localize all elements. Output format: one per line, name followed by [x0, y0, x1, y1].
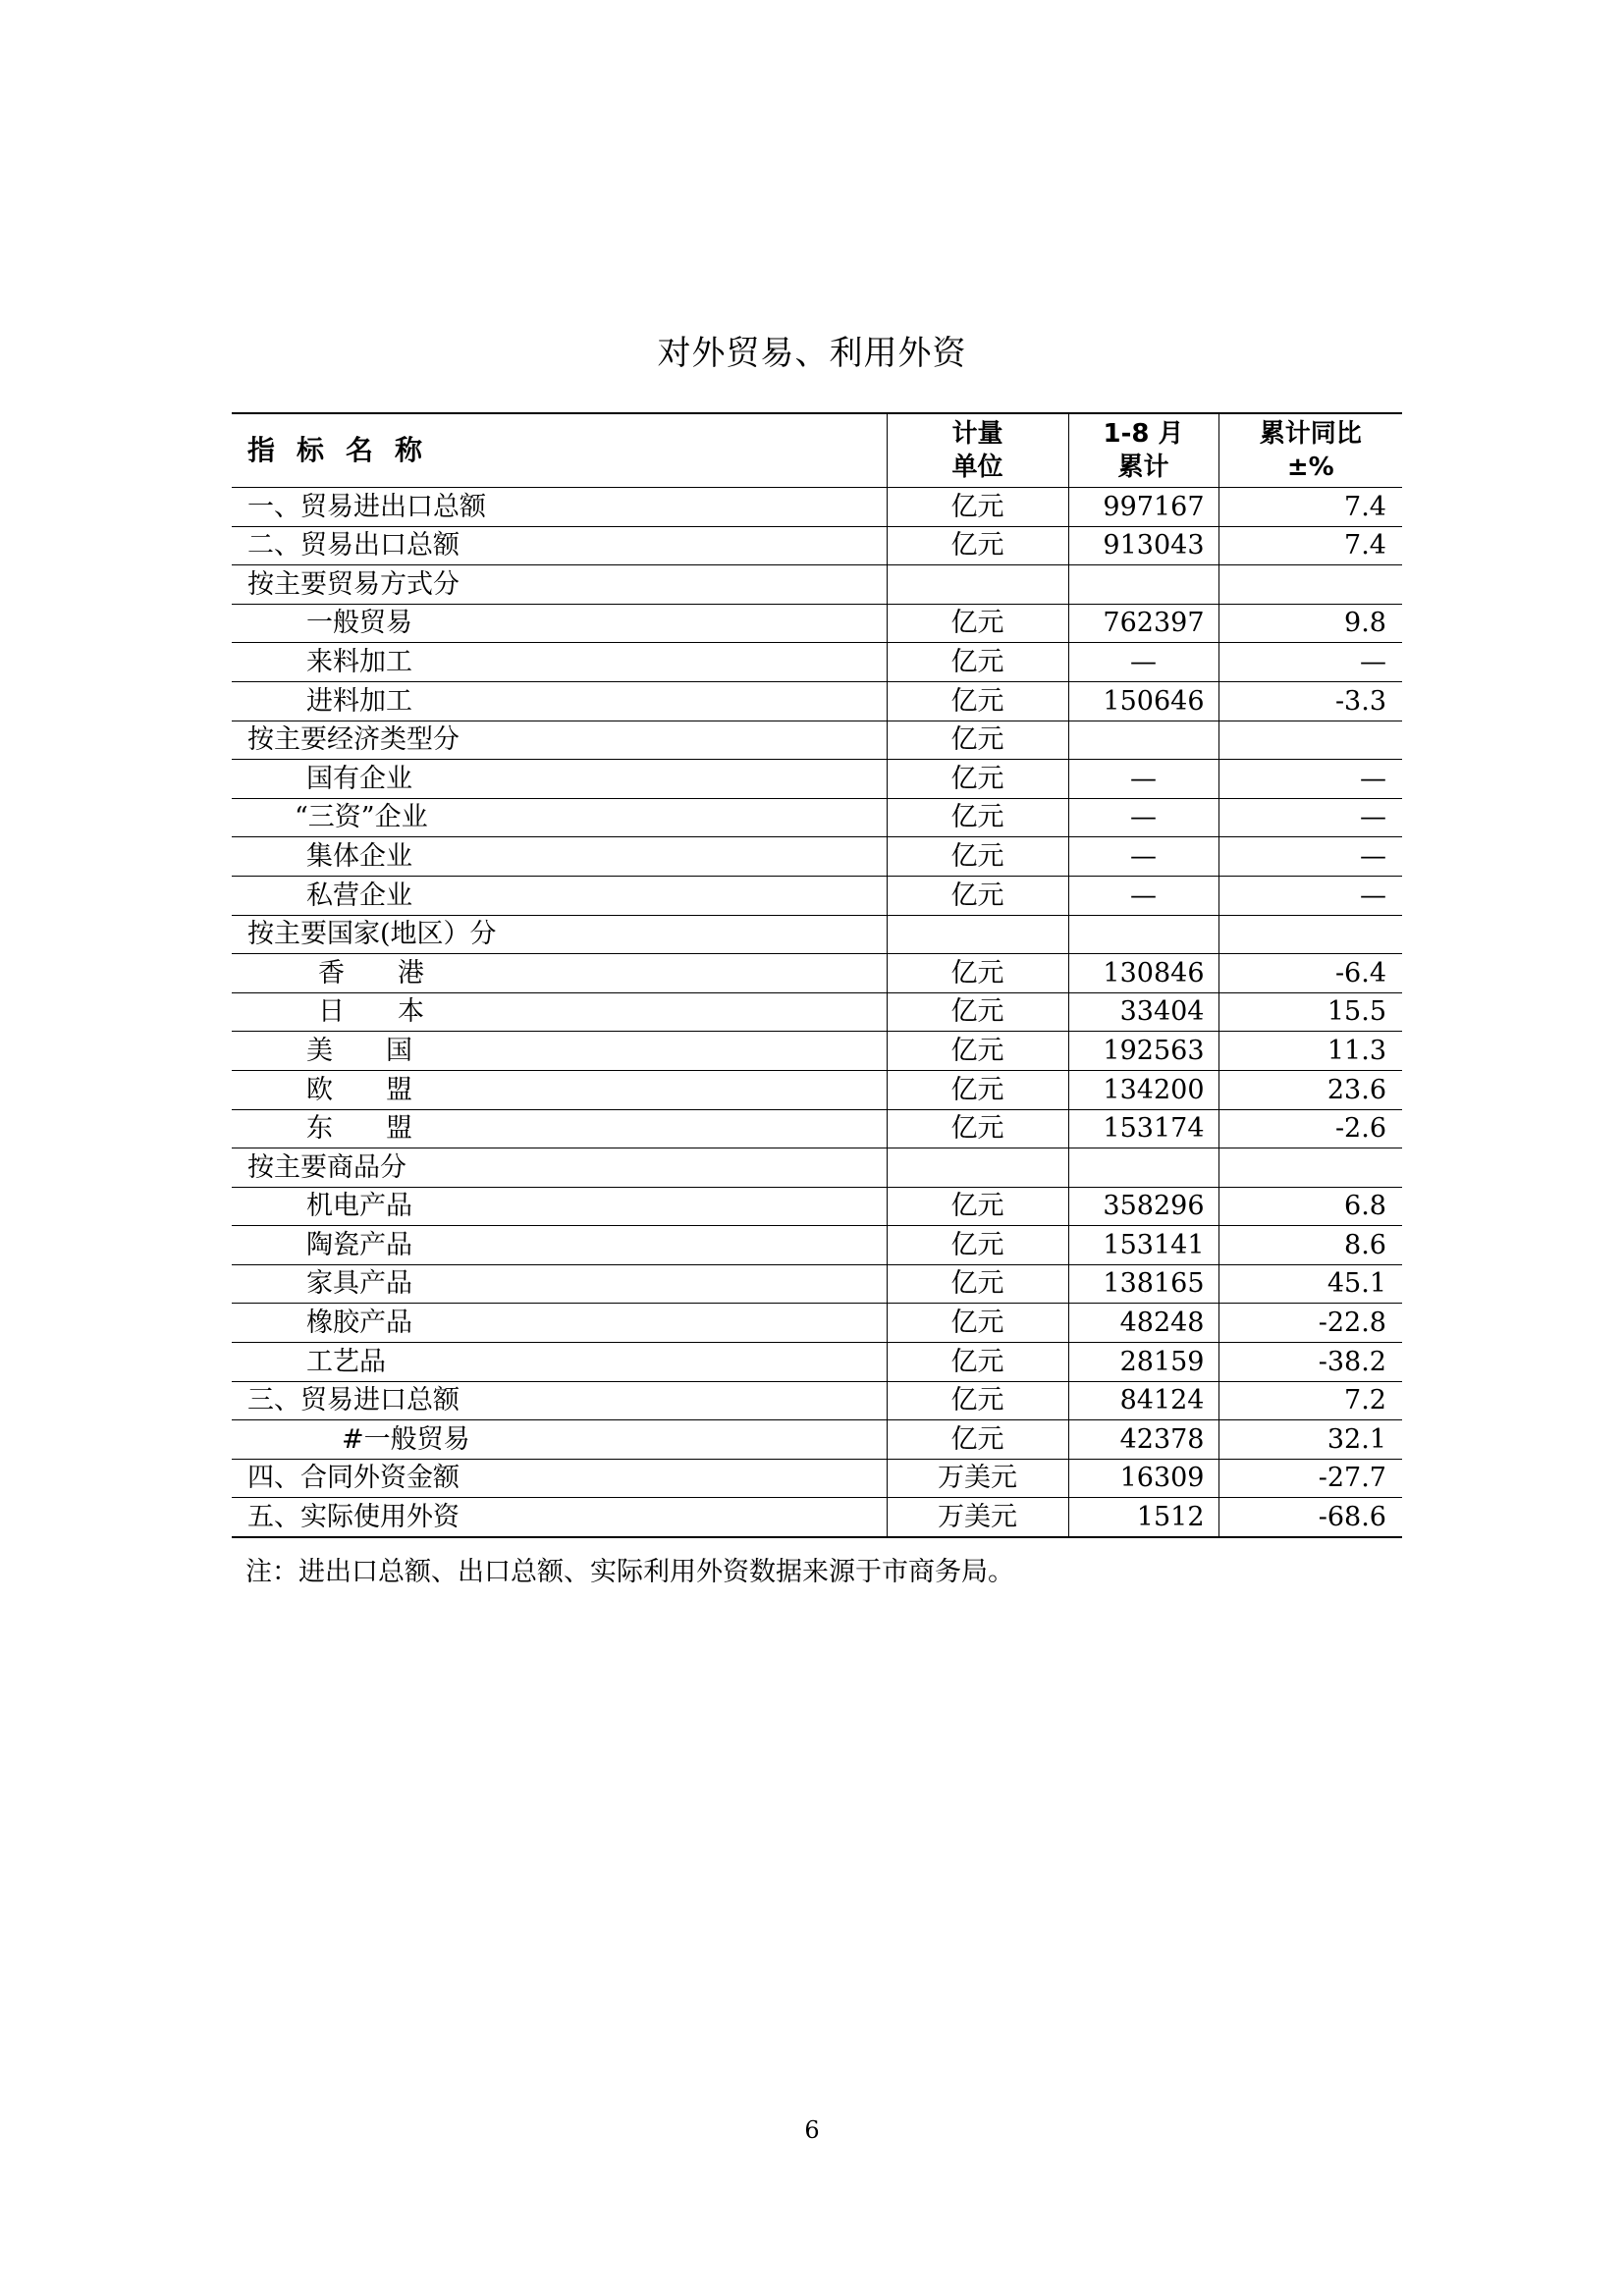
row-unit: 亿元 — [887, 760, 1068, 799]
row-value: 153141 — [1068, 1226, 1218, 1265]
row-yoy — [1218, 1148, 1402, 1188]
row-yoy: — — [1218, 760, 1402, 799]
row-unit: 亿元 — [887, 954, 1068, 993]
row-value: 16309 — [1068, 1459, 1218, 1498]
row-yoy: 8.6 — [1218, 1226, 1402, 1265]
row-unit: 亿元 — [887, 1304, 1068, 1343]
table-header-row — [232, 413, 1402, 488]
table-row — [232, 760, 1402, 799]
row-unit: 亿元 — [887, 1109, 1068, 1148]
header-cumulative-line2: 累计 — [1117, 453, 1169, 482]
row-yoy: -2.6 — [1218, 1109, 1402, 1148]
table-row — [232, 1381, 1402, 1420]
row-yoy: -68.6 — [1218, 1498, 1402, 1537]
row-yoy: 6.8 — [1218, 1187, 1402, 1226]
row-value: 42378 — [1068, 1420, 1218, 1460]
row-unit: 亿元 — [887, 1381, 1068, 1420]
table-row — [232, 1109, 1402, 1148]
table-row — [232, 876, 1402, 915]
table-row — [232, 1498, 1402, 1537]
row-yoy: -38.2 — [1218, 1343, 1402, 1382]
table-row — [232, 798, 1402, 837]
table-row — [232, 837, 1402, 877]
table-row — [232, 915, 1402, 954]
row-unit: 亿元 — [887, 643, 1068, 682]
row-value: 28159 — [1068, 1343, 1218, 1382]
row-value: 358296 — [1068, 1187, 1218, 1226]
row-value: 192563 — [1068, 1032, 1218, 1071]
row-name: 按主要经济类型分 — [232, 721, 887, 760]
row-unit — [887, 565, 1068, 605]
table-row — [232, 1304, 1402, 1343]
row-unit — [887, 1148, 1068, 1188]
row-value: — — [1068, 798, 1218, 837]
table-row — [232, 643, 1402, 682]
row-unit: 万美元 — [887, 1498, 1068, 1537]
row-value: 153174 — [1068, 1109, 1218, 1148]
table-row — [232, 1070, 1402, 1109]
row-unit: 亿元 — [887, 681, 1068, 721]
row-name: #一般贸易 — [232, 1420, 887, 1460]
header-unit — [887, 413, 1068, 488]
row-name: 家具产品 — [232, 1264, 887, 1304]
table-row — [232, 992, 1402, 1032]
row-yoy: 15.5 — [1218, 992, 1402, 1032]
row-unit: 亿元 — [887, 604, 1068, 643]
header-unit-line2: 单位 — [951, 453, 1003, 482]
row-value: 138165 — [1068, 1264, 1218, 1304]
row-name: 日 本 — [232, 992, 887, 1032]
row-name: 三、贸易进口总额 — [232, 1381, 887, 1420]
table-row — [232, 1148, 1402, 1188]
table-row — [232, 1032, 1402, 1071]
row-name: 来料加工 — [232, 643, 887, 682]
row-yoy — [1218, 915, 1402, 954]
row-unit — [887, 915, 1068, 954]
row-unit: 亿元 — [887, 1264, 1068, 1304]
table-row — [232, 681, 1402, 721]
row-yoy: 23.6 — [1218, 1070, 1402, 1109]
row-yoy — [1218, 565, 1402, 605]
row-unit: 亿元 — [887, 488, 1068, 527]
row-unit: 亿元 — [887, 992, 1068, 1032]
row-unit: 亿元 — [887, 1032, 1068, 1071]
row-value: 913043 — [1068, 526, 1218, 565]
row-yoy: 7.4 — [1218, 526, 1402, 565]
row-unit: 亿元 — [887, 1343, 1068, 1382]
table-row — [232, 721, 1402, 760]
row-value: 33404 — [1068, 992, 1218, 1032]
row-unit: 亿元 — [887, 876, 1068, 915]
header-yoy — [1218, 413, 1402, 488]
table-row — [232, 954, 1402, 993]
row-yoy: — — [1218, 837, 1402, 877]
header-indicator-name: 指标名称 — [232, 413, 887, 488]
row-yoy: -6.4 — [1218, 954, 1402, 993]
row-name: 工艺品 — [232, 1343, 887, 1382]
row-unit: 亿元 — [887, 1070, 1068, 1109]
table-row — [232, 526, 1402, 565]
row-name: 按主要商品分 — [232, 1148, 887, 1188]
row-value: 150646 — [1068, 681, 1218, 721]
row-yoy: -27.7 — [1218, 1459, 1402, 1498]
page-number: 6 — [804, 2116, 820, 2144]
header-yoy-line2: ±% — [1286, 453, 1334, 482]
row-name: 一般贸易 — [232, 604, 887, 643]
row-unit: 亿元 — [887, 721, 1068, 760]
page-title: 对外贸易、利用外资 — [657, 334, 967, 373]
row-unit: 亿元 — [887, 526, 1068, 565]
row-unit: 亿元 — [887, 1187, 1068, 1226]
row-name: 陶瓷产品 — [232, 1226, 887, 1265]
row-name: 四、合同外资金额 — [232, 1459, 887, 1498]
row-unit: 亿元 — [887, 1420, 1068, 1460]
header-cumulative — [1068, 413, 1218, 488]
row-name: 橡胶产品 — [232, 1304, 887, 1343]
row-unit: 亿元 — [887, 798, 1068, 837]
row-yoy: — — [1218, 798, 1402, 837]
row-value: — — [1068, 837, 1218, 877]
row-name: 五、实际使用外资 — [232, 1498, 887, 1537]
row-name: 集体企业 — [232, 837, 887, 877]
row-value: 762397 — [1068, 604, 1218, 643]
table-row — [232, 1264, 1402, 1304]
row-yoy: 11.3 — [1218, 1032, 1402, 1071]
row-value: 997167 — [1068, 488, 1218, 527]
table-row — [232, 1226, 1402, 1265]
row-name: 一、贸易进出口总额 — [232, 488, 887, 527]
row-unit: 万美元 — [887, 1459, 1068, 1498]
row-value: 134200 — [1068, 1070, 1218, 1109]
row-name: 私营企业 — [232, 876, 887, 915]
row-yoy: — — [1218, 643, 1402, 682]
header-yoy-line1: 累计同比 — [1259, 419, 1362, 449]
row-value — [1068, 565, 1218, 605]
header-unit-line1: 计量 — [951, 419, 1003, 449]
row-unit: 亿元 — [887, 1226, 1068, 1265]
table-row — [232, 1459, 1402, 1498]
row-name: 二、贸易出口总额 — [232, 526, 887, 565]
row-value: 48248 — [1068, 1304, 1218, 1343]
row-yoy: 7.2 — [1218, 1381, 1402, 1420]
row-value: 84124 — [1068, 1381, 1218, 1420]
row-unit: 亿元 — [887, 837, 1068, 877]
header-cumulative-line1: 1-8 月 — [1103, 419, 1184, 449]
row-name: 进料加工 — [232, 681, 887, 721]
row-name: 欧 盟 — [232, 1070, 887, 1109]
table-row — [232, 565, 1402, 605]
row-name: 东 盟 — [232, 1109, 887, 1148]
row-name: 国有企业 — [232, 760, 887, 799]
row-value: 1512 — [1068, 1498, 1218, 1537]
row-name: 按主要贸易方式分 — [232, 565, 887, 605]
row-name: 机电产品 — [232, 1187, 887, 1226]
table-row — [232, 488, 1402, 527]
row-name: 美 国 — [232, 1032, 887, 1071]
row-yoy: 9.8 — [1218, 604, 1402, 643]
row-yoy: 45.1 — [1218, 1264, 1402, 1304]
row-name: 按主要国家(地区）分 — [232, 915, 887, 954]
row-yoy — [1218, 721, 1402, 760]
statistics-table — [232, 412, 1402, 1538]
row-yoy: -22.8 — [1218, 1304, 1402, 1343]
row-value — [1068, 1148, 1218, 1188]
row-value: — — [1068, 876, 1218, 915]
row-yoy: 32.1 — [1218, 1420, 1402, 1460]
row-name: 香 港 — [232, 954, 887, 993]
row-value: 130846 — [1068, 954, 1218, 993]
table-row — [232, 1420, 1402, 1460]
row-value: — — [1068, 643, 1218, 682]
row-yoy: 7.4 — [1218, 488, 1402, 527]
source-note: 注：进出口总额、出口总额、实际利用外资数据来源于市商务局。 — [245, 1557, 1014, 1587]
row-yoy: — — [1218, 876, 1402, 915]
table-row — [232, 604, 1402, 643]
table-row — [232, 1343, 1402, 1382]
table-row — [232, 1187, 1402, 1226]
row-value: — — [1068, 760, 1218, 799]
row-value — [1068, 915, 1218, 954]
row-value — [1068, 721, 1218, 760]
row-name: “三资”企业 — [232, 798, 887, 837]
row-yoy: -3.3 — [1218, 681, 1402, 721]
